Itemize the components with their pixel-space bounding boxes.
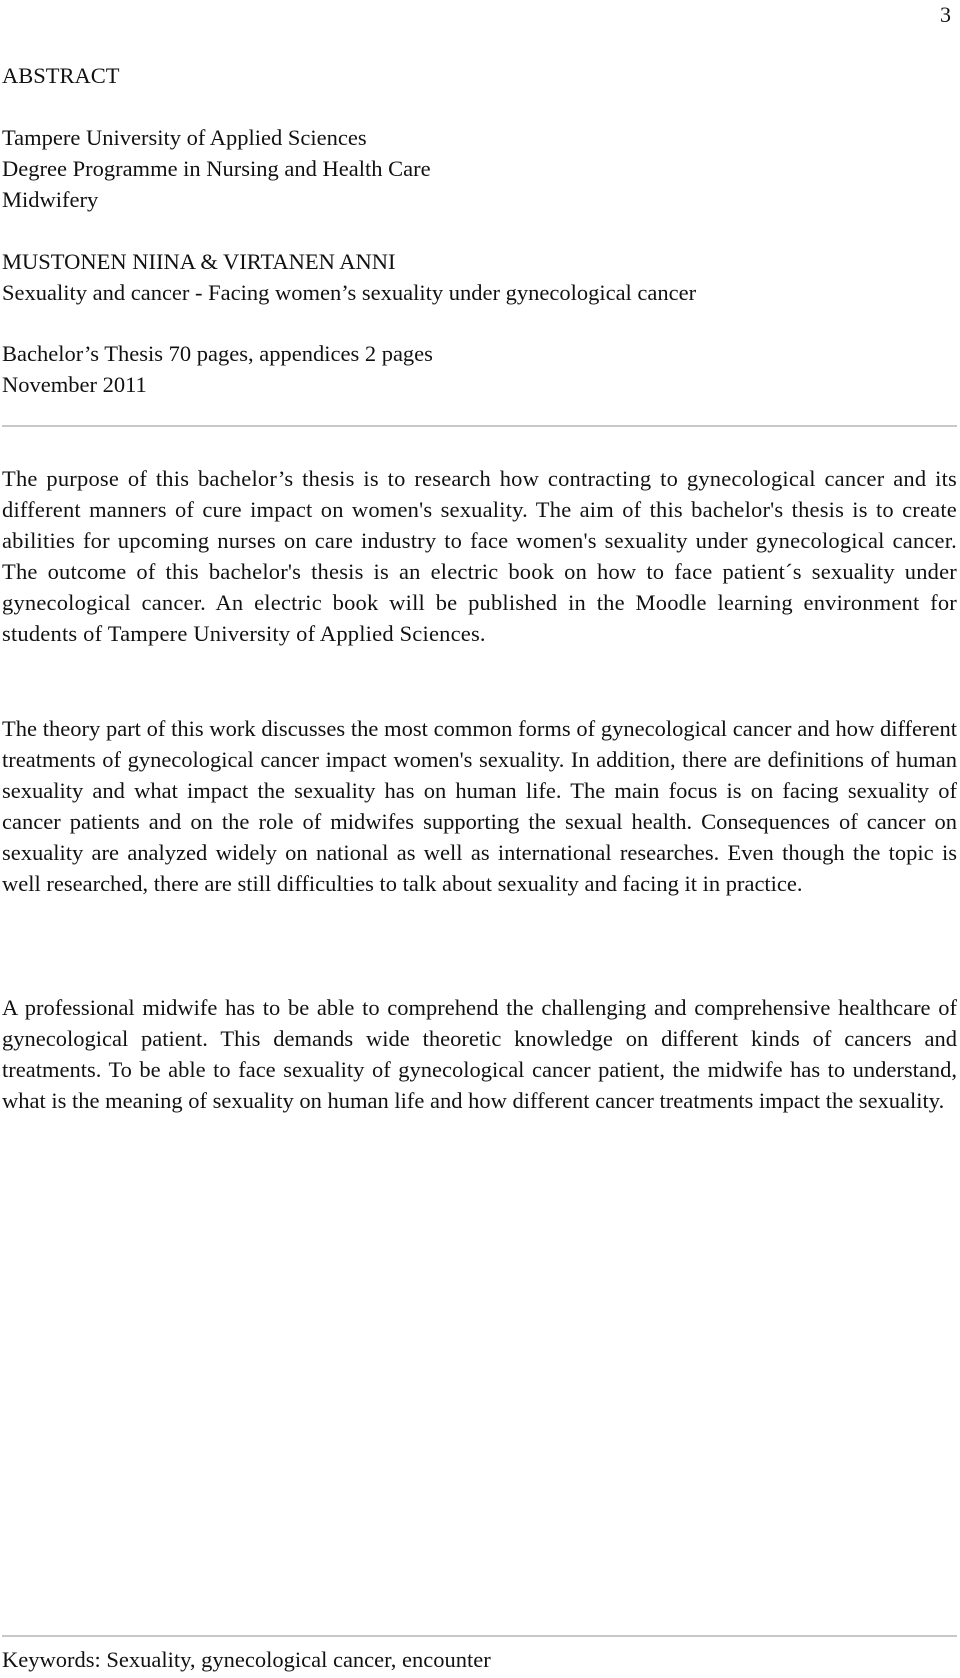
abstract-heading: ABSTRACT	[2, 63, 120, 88]
bottom-divider	[2, 1635, 957, 1637]
page-number: 3	[940, 2, 951, 27]
keywords: Keywords: Sexuality, gynecological cancer, encounter	[2, 1647, 491, 1672]
thesis-date: November 2011	[2, 372, 147, 397]
thesis-type: Bachelor’s Thesis 70 pages, appendices 2 pages	[2, 341, 433, 366]
abstract-paragraph-1: The purpose of this bachelor’s thesis is to research how contracting to gynecological cancer and its different manners of cure impact on women's sexuality. The aim of this bachelor's thesis is to create abilities for upcoming nurses on care industry to face women's sexuality under gynecological cancer. The outcome of this bachelor's thesis is an electric book on how to face patient´s sexuality under gynecological cancer. An electric book will be published in the Moodle learning environment for students of Tampere University of Applied Sciences.	[2, 466, 957, 646]
degree-programme: Degree Programme in Nursing and Health Care	[2, 156, 431, 181]
authors: MUSTONEN NIINA & VIRTANEN ANNI	[2, 249, 396, 274]
author-title-block	[2, 246, 957, 308]
university-name: Tampere University of Applied Sciences	[2, 125, 367, 150]
thesis-title: Sexuality and cancer - Facing women’s sexuality under gynecological cancer	[2, 280, 697, 305]
specialization: Midwifery	[2, 187, 99, 212]
abstract-paragraph-3: A professional midwife has to be able to comprehend the challenging and comprehensive healthcare of gynecological patient. This demands wide theoretic knowledge on different kinds of cancers and treatments. To be able to face sexuality of gynecological cancer patient, the midwife has to understand, what is the meaning of sexuality on human life and how different cancer treatments impact the sexuality.	[2, 995, 957, 1113]
thesis-info-block	[2, 338, 957, 400]
top-divider	[2, 425, 957, 427]
institution-block	[2, 122, 957, 215]
abstract-paragraph-2: The theory part of this work discusses the most common forms of gynecological cancer and how different treatments of gynecological cancer impact women's sexuality. In addition, there are definitions of human sexuality and what impact the sexuality has on human life. The main focus is on facing sexuality of cancer patients and on the role of midwifes supporting the sexual health. Consequences of cancer on sexuality are analyzed widely on national as well as international researches. Even though the topic is well researched, there are still difficulties to talk about sexuality and facing it in practice.	[2, 716, 957, 896]
